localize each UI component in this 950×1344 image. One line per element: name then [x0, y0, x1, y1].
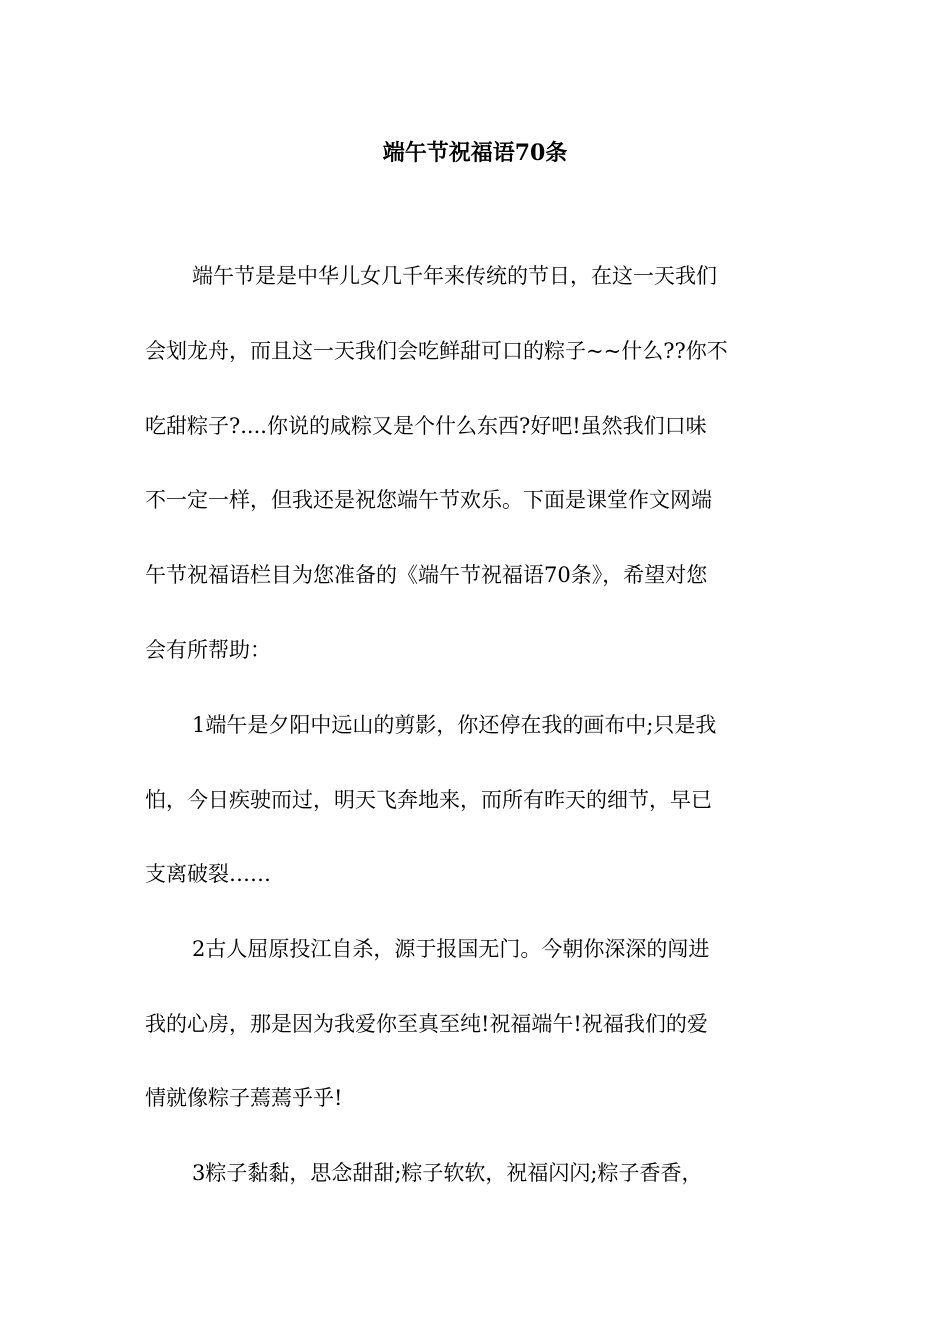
greeting-item-line: 支离破裂……: [145, 862, 271, 886]
intro-line: 会划龙舟，而且这一天我们会吃鲜甜可口的粽子~~什么??你不: [145, 339, 728, 363]
greeting-item-line: 1端午是夕阳中远山的剪影，你还停在我的画布中;只是我: [192, 713, 717, 737]
greeting-item-line: 2古人屈原投江自杀，源于报国无门。今朝你深深的闯进: [192, 937, 710, 961]
intro-line: 会有所帮助：: [145, 638, 271, 662]
intro-line: 午节祝福语栏目为您准备的《端午节祝福语70条》，希望对您: [145, 563, 708, 587]
intro-line: 吃甜粽子?....你说的咸粽又是个什么东西?好吧!虽然我们口味: [145, 414, 707, 438]
greeting-item-line: 怕，今日疾驶而过，明天飞奔地来，而所有昨天的细节，早已: [145, 788, 712, 812]
greeting-item-line: 3粽子黏黏，思念甜甜;粽子软软，祝福闪闪;粽子香香，: [192, 1161, 703, 1185]
greeting-item-line: 情就像粽子蔫蔫乎乎!: [145, 1086, 343, 1110]
greeting-item-line: 我的心房，那是因为我爱你至真至纯!祝福端午!祝福我们的爱: [145, 1012, 708, 1036]
intro-line: 端午节是是中华儿女几千年来传统的节日，在这一天我们: [192, 264, 717, 288]
intro-line: 不一定一样，但我还是祝您端午节欢乐。下面是课堂作文网端: [145, 488, 712, 512]
document-title: 端午节祝福语70条: [382, 140, 568, 166]
